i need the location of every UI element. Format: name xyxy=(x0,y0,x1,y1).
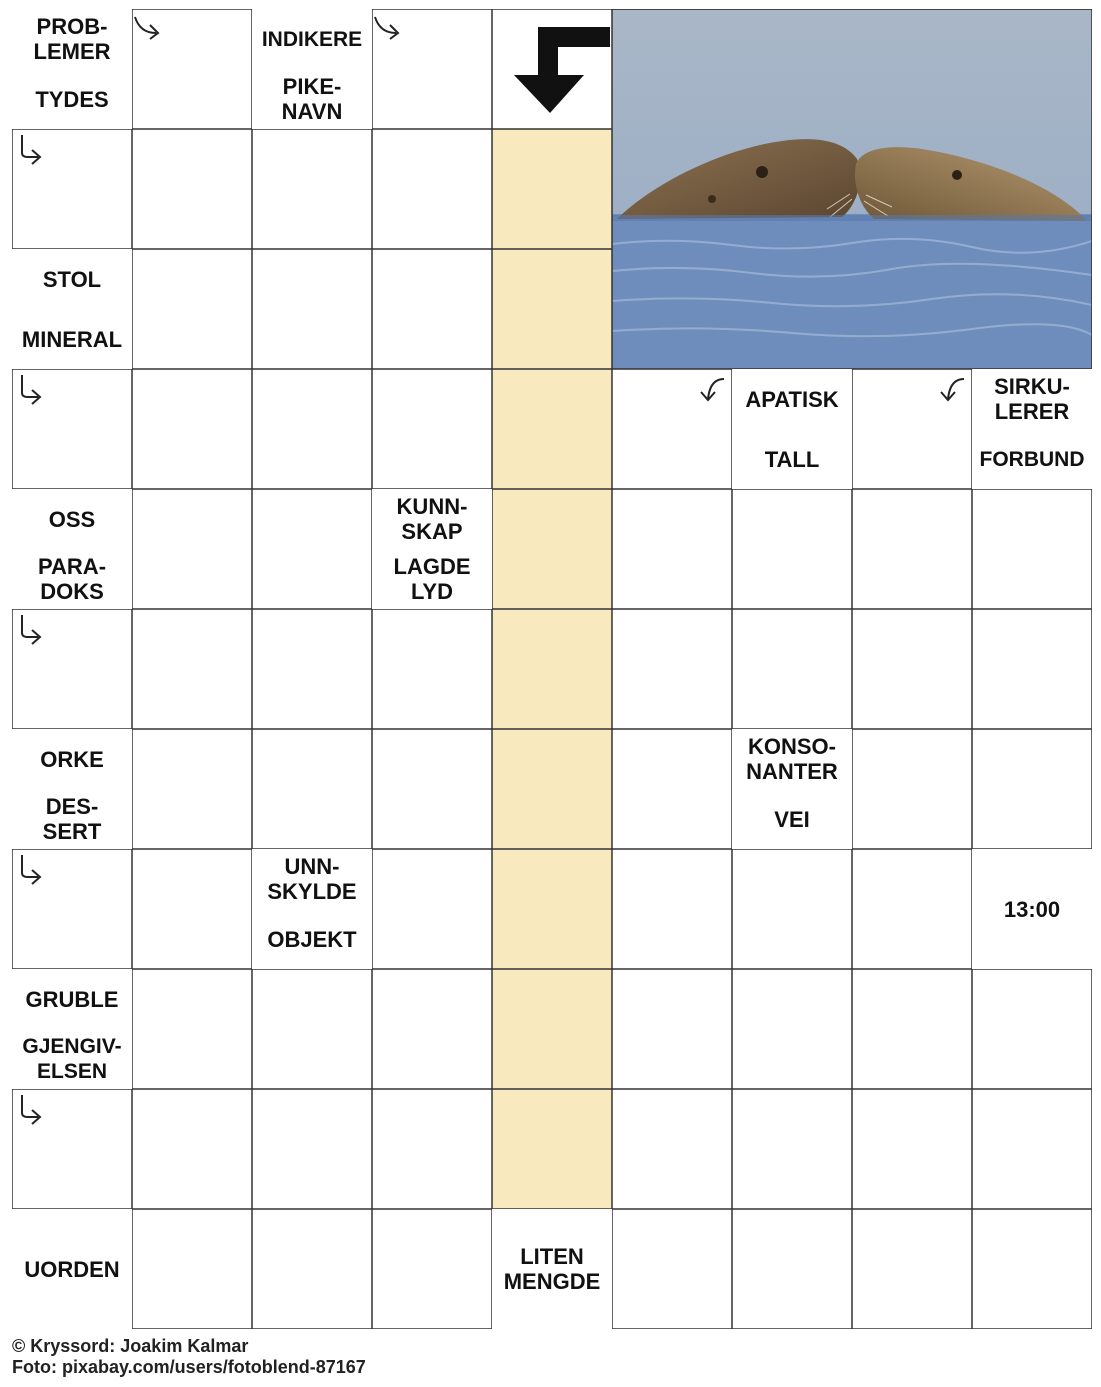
clue-gruble: GRUBLE xyxy=(12,969,132,1029)
clue-konso-nanter: KONSO- NANTER xyxy=(732,729,852,789)
credit-crossword: © Kryssord: Joakim Kalmar xyxy=(12,1336,249,1356)
clue-liten-mengde: LITEN MENGDE xyxy=(492,1209,612,1329)
clue-objekt: OBJEKT xyxy=(252,909,372,969)
clue-oss: OSS xyxy=(12,489,132,549)
clue-mineral: MINERAL xyxy=(12,309,132,369)
clue-vei: VEI xyxy=(732,789,852,849)
arrow-down-right-icon xyxy=(16,853,48,885)
solution-column-highlight xyxy=(492,129,612,1209)
clue-tall: TALL xyxy=(732,429,852,489)
clue-tydes: TYDES xyxy=(12,69,132,129)
clue-stol: STOL xyxy=(12,249,132,309)
clue-time: 13:00 xyxy=(972,849,1092,969)
clue-apatisk: APATISK xyxy=(732,369,852,429)
arrow-down-right-icon xyxy=(16,373,48,405)
clue-indikere: INDIKERE xyxy=(252,9,372,69)
arrow-down-right-icon xyxy=(16,1093,48,1125)
clue-orke: ORKE xyxy=(12,729,132,789)
clue-des-sert: DES- SERT xyxy=(12,789,132,849)
seals-kissing-photo xyxy=(612,9,1092,369)
clue-pike-navn: PIKE- NAVN xyxy=(252,69,372,129)
arrow-down-right-icon xyxy=(16,133,48,165)
arrow-right-down-icon xyxy=(372,11,404,43)
arrow-left-down-icon xyxy=(696,373,728,405)
arrow-left-down-icon xyxy=(936,373,968,405)
clue-gjengiv-elsen: GJENGIV- ELSEN xyxy=(12,1029,132,1089)
credits xyxy=(12,1336,366,1378)
clue-sirku-lerer: SIRKU- LERER xyxy=(972,369,1092,429)
clue-para-doks: PARA- DOKS xyxy=(12,549,132,609)
credit-photo: Foto: pixabay.com/users/fotoblend-87167 xyxy=(12,1357,366,1377)
clue-kunn-skap: KUNN- SKAP xyxy=(372,489,492,549)
clue-unn-skylde: UNN- SKYLDE xyxy=(252,849,372,909)
clue-prob-lemer: PROB- LEMER xyxy=(12,9,132,69)
crossword-grid xyxy=(12,9,1092,1329)
big-down-arrow-icon xyxy=(492,9,612,129)
arrow-down-right-icon xyxy=(16,613,48,645)
clue-lagde-lyd: LAGDE LYD xyxy=(372,549,492,609)
clue-uorden: UORDEN xyxy=(12,1209,132,1329)
arrow-right-down-icon xyxy=(132,11,164,43)
clue-forbund: FORBUND xyxy=(972,429,1092,489)
